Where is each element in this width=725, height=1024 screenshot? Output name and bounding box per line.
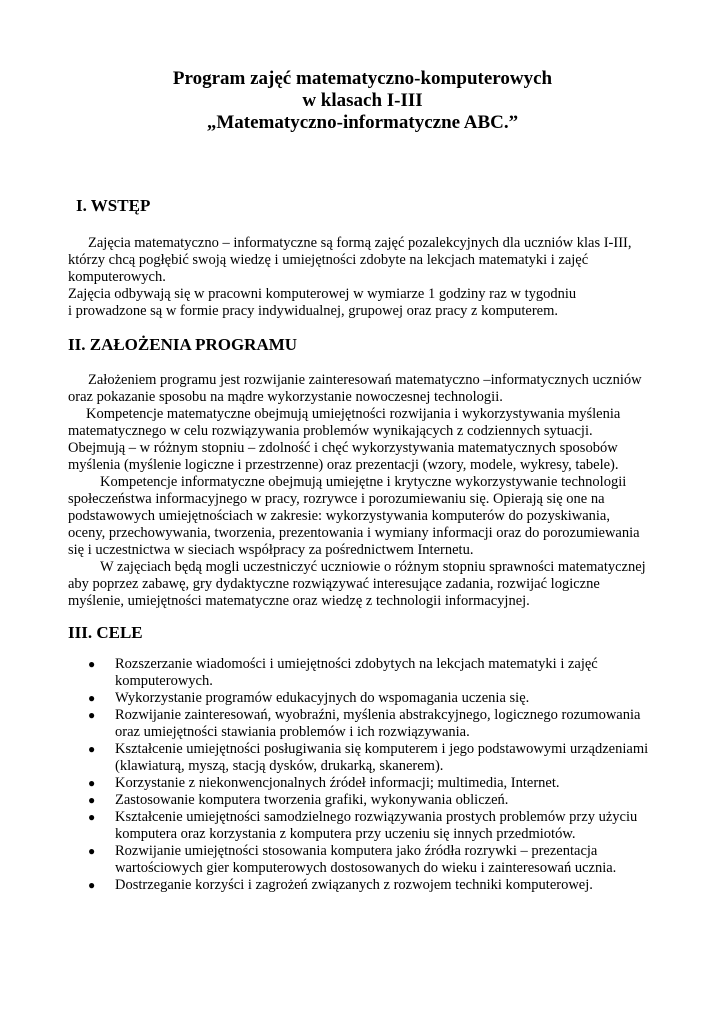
bullet-icon: ● <box>88 810 96 824</box>
title-line-2: w klasach I-III <box>302 90 423 111</box>
paragraph-line: Kompetencje informatyczne obejmują umiejętne i krytyczne wykorzystywanie technologii <box>100 474 627 490</box>
paragraph-line: Kompetencje matematyczne obejmują umiejętności rozwijania i wykorzystywania myślenia <box>86 406 621 422</box>
paragraph-line: Zajęcia odbywają się w pracowni komputerowej w wymiarze 1 godziny raz w tygodniu <box>68 286 577 302</box>
list-item-text: (klawiaturą, myszą, stacją dysków, drukarką, skanerem). <box>115 758 444 774</box>
list-item <box>88 877 668 894</box>
document-title <box>0 68 725 134</box>
list-item-text: wartościowych gier komputerowych dostosowanych do wieku i zainteresowań ucznia. <box>115 860 617 876</box>
bullet-icon: ● <box>88 793 96 807</box>
paragraph-line: społeczeństwa informacyjnego w pracy, rozrywce i porozumiewaniu się. Opierają się one na <box>68 491 605 507</box>
paragraph-line: W zajęciach będą mogli uczestniczyć uczniowie o różnym stopniu sprawności matematycznej <box>100 559 646 575</box>
section-heading-goals: III. CELE <box>68 623 143 642</box>
list-item <box>88 809 668 843</box>
paragraph-line: matematycznego w celu rozwiązywania problemów wynikających z codziennych sytuacji. <box>68 423 593 439</box>
list-item-text: Wykorzystanie programów edukacyjnych do wspomagania uczenia się. <box>115 690 530 706</box>
bullet-icon: ● <box>88 776 96 790</box>
paragraph-line: myślenia (myślenie logiczne i przestrzenne) oraz prezentacji (wzory, modele, wykresy, tabele). <box>68 457 619 473</box>
list-item-text: oraz umiejętności stawiania problemów i ich rozwiązywania. <box>115 724 470 740</box>
list-item-text: Kształcenie umiejętności samodzielnego rozwiązywania prostych problemów przy użyciu <box>115 809 638 825</box>
list-item <box>88 792 668 809</box>
paragraph-line: Założeniem programu jest rozwijanie zainteresowań matematyczno –informatycznych uczniów <box>88 372 642 388</box>
bullet-icon: ● <box>88 878 96 892</box>
section-assumptions-text <box>68 372 658 610</box>
list-item <box>88 741 668 775</box>
list-item <box>88 707 668 741</box>
paragraph-line: podstawowych umiejętnościach w zakresie: wykorzystywania komputerów do pozyskiwania, <box>68 508 610 524</box>
list-item-text: Kształcenie umiejętności posługiwania się komputerem i jego podstawowymi urządzeniami <box>115 741 649 757</box>
paragraph-line: aby poprzez zabawę, gry dydaktyczne rozwiązywać interesujące zadania, rozwijać logiczne <box>68 576 600 592</box>
list-item <box>88 843 668 877</box>
paragraph-line: oraz pokazanie sposobu na mądre wykorzystanie nowoczesnej technologii. <box>68 389 503 405</box>
list-item-text: Dostrzeganie korzyści i zagrożeń związanych z rozwojem techniki komputerowej. <box>115 877 593 893</box>
paragraph-line: którzy chcą pogłębić swoją wiedzę i umiejętności zdobyte na lekcjach matematyki i zajęć <box>68 252 589 268</box>
paragraph-line: i prowadzone są w formie pracy indywidualnej, grupowej oraz pracy z komputerem. <box>68 303 559 319</box>
bullet-icon: ● <box>88 657 96 671</box>
list-item-text: komputerowych. <box>115 673 213 689</box>
list-item-text: Zastosowanie komputera tworzenia grafiki, wykonywania obliczeń. <box>115 792 509 808</box>
list-item-text: Rozwijanie umiejętności stosowania komputera jako źródła rozrywki – prezentacja <box>115 843 598 859</box>
paragraph-line: się i uczestnictwa w sieciach współpracy za pośrednictwem Internetu. <box>68 542 474 558</box>
list-item <box>88 690 668 707</box>
bullet-icon: ● <box>88 691 96 705</box>
title-line-1: Program zajęć matematyczno-komputerowych <box>172 68 553 89</box>
list-item-text: komputera oraz korzystania z komputera przy uczeniu się innych przedmiotów. <box>115 826 576 842</box>
list-item-text: Rozszerzanie wiadomości i umiejętności zdobytych na lekcjach matematyki i zajęć <box>115 656 598 672</box>
paragraph-line: oceny, przechowywania, tworzenia, prezentowania i wymiany informacji oraz do porozumiewania <box>68 525 640 541</box>
list-item-text: Korzystanie z niekonwencjonalnych źródeł informacji; multimedia, Internet. <box>115 775 560 791</box>
bullet-icon: ● <box>88 708 96 722</box>
paragraph-line: myślenie, umiejętności matematyczne oraz wiedzę z technologii informacyjnej. <box>68 593 530 609</box>
title-line-3: „Matematyczno-informatyczne ABC.” <box>206 112 519 133</box>
section-heading-assumptions: II. ZAŁOŻENIA PROGRAMU <box>68 335 298 354</box>
section-intro-text <box>68 235 658 320</box>
list-item <box>88 775 668 792</box>
goals-list <box>88 656 668 894</box>
bullet-icon: ● <box>88 742 96 756</box>
list-item-text: Rozwijanie zainteresowań, wyobraźni, myślenia abstrakcyjnego, logicznego rozumowania <box>115 707 641 723</box>
section-heading-intro: I. WSTĘP <box>76 196 151 215</box>
bullet-icon: ● <box>88 844 96 858</box>
paragraph-line: Zajęcia matematyczno – informatyczne są formą zajęć pozalekcyjnych dla uczniów klas I-III, <box>88 235 632 251</box>
list-item <box>88 656 668 690</box>
paragraph-line: komputerowych. <box>68 269 166 285</box>
paragraph-line: Obejmują – w różnym stopniu – zdolność i chęć wykorzystywania matematycznych sposobów <box>68 440 618 456</box>
